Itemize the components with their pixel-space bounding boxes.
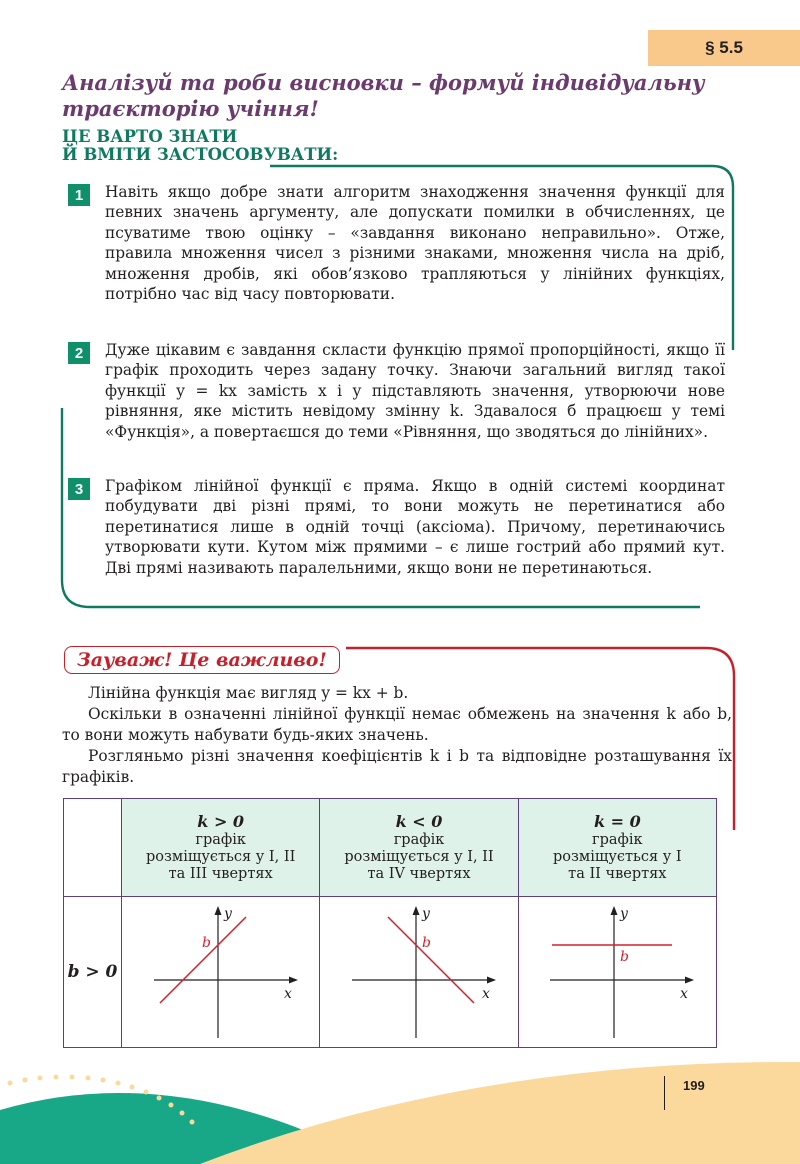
- header-line: розміщується у І: [553, 848, 682, 865]
- note-paragraph-3: Розгляньмо різні значення коефіцієнтів k і b та відповідне розташування їх графіків.: [62, 747, 732, 786]
- item-text-1: Навіть якщо добре знати алгоритм знаходження значення функції для певних значень аргументу, але допускати помилки в обчисленнях, це псуватиме твою оцінку – «завдання виконано неправильно». Отже, правила множення чисел з різними знаками, множення числа на дріб, множення дробів, які обов’язково трапляються у лінійних функціях, потрібно час від часу повторювати.: [105, 183, 725, 304]
- x-axis-arrow: [685, 976, 694, 983]
- y-axis-label: y: [223, 905, 232, 922]
- header-line: та ІІ чвертях: [568, 865, 667, 882]
- header-line: графік: [195, 831, 246, 848]
- item-number-3: 3: [68, 478, 90, 500]
- header-k-positive: [122, 799, 320, 897]
- header-line: графік: [393, 831, 445, 848]
- item-text-2: Дуже цікавим є завдання скласти функцію прямої пропорційності, якщо її графік проходить через задану точку. Знаючи загальний вигляд такої функції y = kx замість x і y підставляють значення, утворюючи нове рівняння, яке містить невідому змінну k. Здавалося б працюєш у темі «Функція», а повертаєшся до теми «Рівняння, що зводяться до лінійних».: [105, 341, 725, 441]
- page-number-divider: [664, 1076, 665, 1110]
- note-title: Зауваж! Це важливо!: [64, 646, 340, 674]
- row-label-b-positive: b > 0: [64, 897, 122, 1048]
- section-tab: § 5.5: [648, 30, 800, 66]
- graph-k-zero: [522, 898, 712, 1043]
- graph-cell-2: [320, 897, 518, 1048]
- header-line: та IV чвертях: [367, 865, 471, 882]
- intercept-label: b: [421, 934, 431, 951]
- x-axis-label: x: [283, 985, 292, 1002]
- x-axis-arrow: [289, 976, 298, 983]
- y-axis-arrow: [214, 906, 221, 915]
- x-axis-label: x: [680, 985, 689, 1002]
- graph-k-negative: [324, 898, 514, 1043]
- header-cond: k > 0: [197, 811, 245, 831]
- y-axis-label: y: [421, 905, 430, 922]
- x-axis-label: x: [481, 985, 490, 1002]
- y-axis-arrow: [611, 906, 618, 915]
- y-axis-label: y: [620, 905, 629, 922]
- intercept-label: b: [201, 934, 211, 951]
- header-k-zero: [518, 799, 716, 897]
- item-number-2: 2: [68, 342, 90, 364]
- know-title-line2: Й ВМІТИ ЗАСТОСОВУВАТИ:: [62, 145, 339, 164]
- page-number: 199: [683, 1078, 705, 1093]
- table-corner-cell: [64, 799, 122, 897]
- header-line: та ІІІ чвертях: [168, 865, 273, 882]
- know-title-line1: ЦЕ ВАРТО ЗНАТИ: [62, 127, 238, 146]
- header-k-negative: [320, 799, 518, 897]
- header-line: розміщується у І, ІІ: [146, 848, 296, 865]
- header-cond: k < 0: [395, 811, 443, 831]
- graph-k-positive: [126, 898, 316, 1043]
- x-axis-arrow: [487, 976, 496, 983]
- function-line: [160, 917, 246, 1003]
- function-line: [388, 917, 474, 1003]
- graph-cell-1: [122, 897, 320, 1048]
- graphs-table: [63, 798, 717, 1048]
- header-line: графік: [592, 831, 643, 848]
- graph-cell-3: [518, 897, 716, 1048]
- item-number-1: 1: [68, 184, 90, 206]
- note-paragraph-2: Оскільки в означенні лінійної функції немає обмежень на значення k або b, то вони можуть набувати будь-яких значень.: [62, 705, 732, 744]
- item-text-3: Графіком лінійної функції є пряма. Якщо в одній системі координат побудувати дві різні прямі, то вони можуть не перетинатися або перетинатися лише в одній точці (аксіома). Причому, перетинаючись утворювати кути. Кутом між прямими – є лише гострий або прямий кут. Дві прямі називають паралельними, якщо вони не перетинаються.: [105, 477, 725, 577]
- page-heading: Аналізуй та роби висновки – формуй індивідуальну траєкторію учіння!: [62, 70, 705, 121]
- header-cond: k = 0: [593, 811, 641, 831]
- note-paragraph-1: Лінійна функція має вигляд y = kx + b.: [88, 684, 409, 702]
- intercept-label: b: [620, 948, 630, 965]
- header-line: розміщується у І, ІІ: [344, 848, 494, 865]
- y-axis-arrow: [412, 906, 419, 915]
